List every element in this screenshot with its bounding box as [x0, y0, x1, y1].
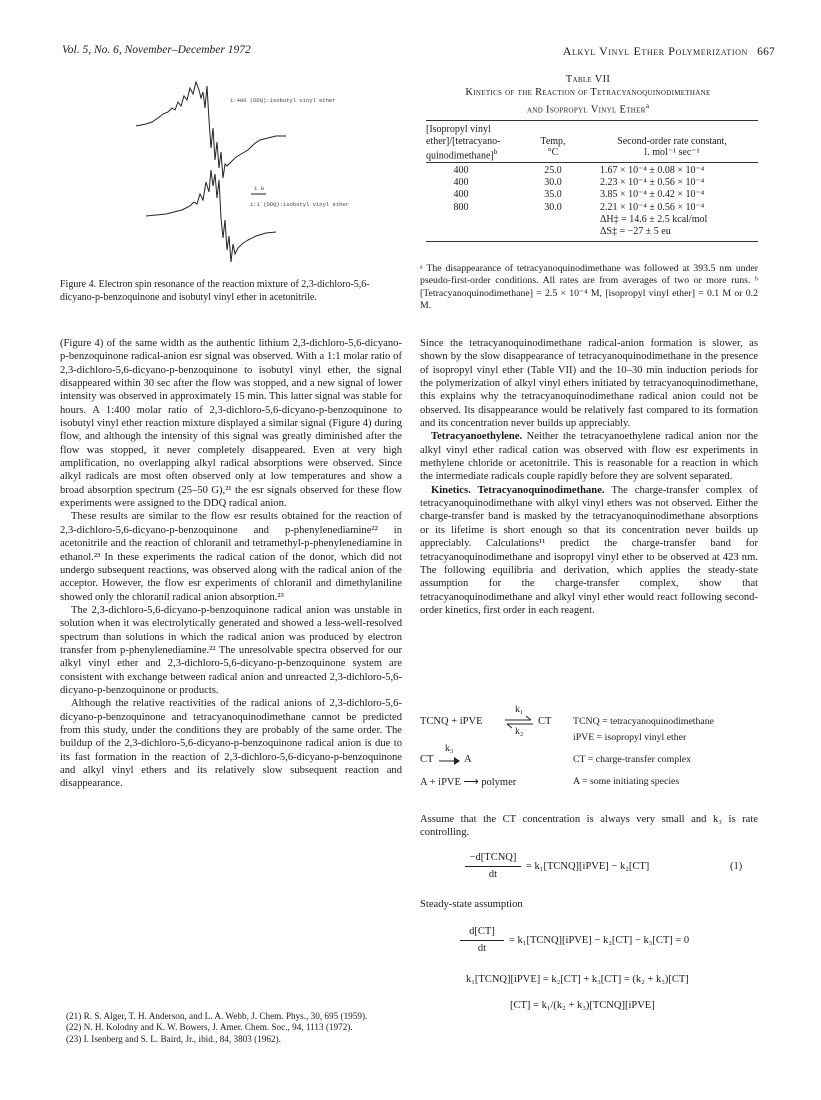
k1-label: k₁	[515, 704, 524, 715]
k3-label: k₃	[445, 743, 454, 754]
table-title: Table VII	[565, 74, 611, 85]
page-number: 667	[757, 46, 775, 58]
eq1-rhs: = k₁[TCNQ][iPVE] − k₂[CT]	[526, 861, 650, 872]
left-column	[60, 337, 402, 791]
eq1-numerator: −d[TCNQ]	[469, 852, 517, 863]
reaction-2-right: A	[464, 754, 472, 765]
running-header-title	[563, 44, 775, 59]
definition-tcnq: TCNQ = tetracyanoquinodimethane	[573, 716, 715, 727]
eq2-numerator: d[CT]	[469, 926, 495, 937]
steady-state-label: Steady-state assumption	[420, 899, 523, 910]
scale-label: 1 G	[254, 185, 264, 192]
fraction-bar	[465, 866, 521, 867]
paragraph: Although the relative reactivities of the radical anions of 2,3-dichloro-5,6-dicyano-p-benzoquinone and tetracyanoquinodimethane cannot be predicted from this study, under the conditions they are probably of the same order. The buildup of the 2,3-dichloro-5,6-dicyano-p-benzoquinone radical anion is due to its fast formation in the reaction of 2,3-dichloro-5,6-dicyano-p-benzoquinone and alkyl vinyl ethers and its relatively slow subsequent reaction and disappearance.	[60, 698, 402, 790]
equation-3: k₁[TCNQ][iPVE] = k₂[CT] + k₃[CT] = (k₂ + k₃)[CT]	[466, 974, 689, 985]
assumption-text: Assume that the CT concentration is always very small and k₃ is rate controlling.	[420, 814, 758, 839]
equation-2	[420, 926, 760, 962]
activation-entropy: ΔS‡ = −27 ± 5 eu	[600, 225, 671, 237]
table-footnote: ᵃ The disappearance of tetracyanoquinodimethane was followed at 393.5 nm under pseudo-first-order conditions. All rates are from averages of two or more runs. ᵇ [Tetracyanoquinodimethane] = 2.5 × 10⁻⁴ M, [isopropyl vinyl ether] = 0.1 M or 0.2 M.	[420, 263, 758, 312]
eq1-number: (1)	[730, 861, 743, 872]
paragraph: Kinetics. Tetracyanoquinodimethane. The charge-transfer complex of tetracyanoquinodimethane with alkyl vinyl ethers was not observed. Either the charge-transfer band is masked by the tetracyanoquinodimethane absorptions or its lifetime is short enough so that its concentration never builds up appreciably. Calculations¹¹ predict the charge-transfer band for tetracyanoquinodimethane and isopropyl vinyl ether to be observed at 423 nm. The following equilibria and derivation, which applies the steady-state assumption for the charge-transfer complex, show that tetracyanoquinodimethane and alkyl vinyl ether would react following second-order kinetics, first order in each reagent.	[420, 484, 758, 616]
k2-label: k₂	[515, 726, 524, 737]
paragraph: Tetracyanoethylene. Neither the tetracyanoethylene radical anion nor the alkyl vinyl ether radical cation was observed with flow esr experiments in methylene chloride or acetonitrile. This is reasonable for a reaction in which the intermediate radicals couple rapidly before they are solvent separated.	[420, 431, 758, 483]
paragraph: These results are similar to the flow esr results obtained for the reaction of 2,3-dichloro-5,6-dicyano-p-benzoquinone and p-phenylenediamine²² in acetonitrile and the reaction of chloranil and tetramethyl-p-phenylenediamine in ethanol.²³ In these experiments the radical cation of the donor, which did not undergo subsequent reactions, was observed along with the radical anion of the acceptor. However, the flow esr experiments of chloranil and dimethylaniline showed only the chloranil radical anion absorption.²³	[60, 511, 402, 603]
reaction-scheme	[420, 704, 760, 805]
running-header-journal: Vol. 5, No. 6, November–December 1972	[62, 44, 251, 56]
reference-item: (21) R. S. Alger, T. H. Anderson, and L. A. Webb, J. Chem. Phys., 30, 695 (1959).	[66, 1011, 368, 1021]
reference-item: (23) I. Isenberg and S. L. Baird, Jr., ibid., 84, 3803 (1962).	[66, 1033, 281, 1044]
reaction-3: A + iPVE ⟶ polymer	[420, 777, 517, 788]
right-column	[420, 337, 758, 617]
table-row: 400 35.0 3.85 × 10⁻⁴ ± 0.42 × 10⁻⁴	[453, 189, 705, 201]
trace-label-top: 1:400 (DDQ):isobutyl vinyl ether	[230, 97, 336, 104]
running-title: Alkyl Vinyl Ether Polymerization	[562, 44, 748, 58]
col-head-ratio: [Isopropyl vinyl ether]/[tetracyano- quinodimethane]$^b$	[426, 124, 501, 162]
section-head-tcne: Tetracyanoethylene.	[431, 431, 523, 443]
eq1-denominator: dt	[488, 869, 498, 880]
esr-trace-bottom	[146, 170, 276, 262]
reaction-1-right: CT	[538, 716, 552, 727]
table-subtitle-1: Kinetics of the Reaction of Tetracyanoquinodimethane	[465, 87, 711, 98]
esr-spectrum-figure	[60, 68, 360, 273]
equation-4: [CT] = k₁/(k₂ + k₃)[TCNQ][iPVE]	[510, 1000, 655, 1011]
table-row: 400 30.0 2.23 × 10⁻⁴ ± 0.56 × 10⁻⁴	[453, 177, 705, 189]
col-head-temp: Temp, °C	[540, 135, 566, 159]
table-mid-rule	[426, 162, 758, 163]
table-body	[426, 165, 758, 238]
eq2-denominator: dt	[477, 943, 487, 954]
table-top-rule	[426, 120, 758, 121]
reference-item: (22) N. H. Kolodny and K. W. Bowers, J. Amer. Chem. Soc., 94, 1113 (1972).	[66, 1022, 353, 1033]
table-heading	[420, 73, 756, 117]
eq2-rhs: = k₁[TCNQ][iPVE] − k₂[CT] − k₃[CT] = 0	[509, 935, 690, 946]
definition-a: A = some initiating species	[573, 776, 680, 787]
reaction-2-left: CT	[420, 754, 434, 765]
table-row: 800 30.0 2.21 × 10⁻⁴ ± 0.56 × 10⁻⁴	[453, 201, 705, 213]
col-head-rate: Second-order rate constant, l. mol⁻¹ sec⁻¹	[617, 135, 727, 159]
definition-ipve: iPVE = isopropyl vinyl ether	[573, 732, 687, 743]
references	[60, 1011, 402, 1045]
arrow-icon	[438, 754, 462, 766]
definition-ct: CT = charge-transfer complex	[573, 754, 692, 765]
trace-label-bottom: 1:1 (DDQ):isobutyl vinyl ether	[250, 201, 350, 208]
reaction-1-left: TCNQ + iPVE	[420, 716, 483, 727]
section-head-kinetics: Kinetics. Tetracyanoquinodimethane.	[431, 484, 605, 496]
paragraph: (Figure 4) of the same width as the authentic lithium 2,3-dichloro-5,6-dicyano-p-benzoquinone radical-anion esr signal was observed. With a 1:1 molar ratio of 2,3-dichloro-5,6-dicyano-p-benzoquinone to isobutyl vinyl ether, the signal disappeared within 30 sec after the flow was stopped, and a new signal of lower intensity was observed in approximately 15 min. This latter signal was stable for hours. A 1:400 molar ratio of 2,3-dichloro-5,6-dicyano-p-benzoquinone to isobutyl vinyl ether reaction mixture displayed a similar signal (Figure 4) during flow, and although the intensity of this signal was greatly diminished after the flow was stopped, it never completely disappeared. Even at very high amplification, no overlapping alkyl radical absorptions were observed. Since alkyl radicals are most often observed only at low temperatures and show a broad absorption spectrum (25–50 G),²¹ the esr signals observed for these flow experiments were assigned to the DDQ radical anion.	[60, 338, 402, 510]
table-subtitle-2: and Isopropyl Vinyl Ether$^a$	[527, 101, 649, 116]
table-row: 400 25.0 1.67 × 10⁻⁴ ± 0.08 × 10⁻⁴	[453, 165, 705, 176]
activation-enthalpy: ΔH‡ = 14.6 ± 2.5 kcal/mol	[600, 213, 708, 225]
table-bottom-rule	[426, 241, 758, 242]
fraction-bar	[460, 940, 504, 941]
equation-1	[420, 852, 760, 888]
figure-caption: Figure 4. Electron spin resonance of the reaction mixture of 2,3-dichloro-5,6-dicyano-p-benzoquinone and isobutyl vinyl ether in acetonitrile.	[60, 279, 370, 303]
paragraph: Since the tetracyanoquinodimethane radical-anion formation is slower, as shown by the slow disappearance of tetracyanoquinodimethane in the presence of isopropyl vinyl ether (Table VII) and the 10–30 min induction periods for the polymerization of alkyl vinyl ethers initiated by tetracyanoquinodimethane, this explains why the tetracyanoquinodimethane radical anion could not be observed. Its disappearance would be relatively fast compared to its formation and its concentration never builds up appreciably.	[420, 338, 758, 430]
paragraph: The 2,3-dichloro-5,6-dicyano-p-benzoquinone radical anion was unstable in solution when it was electrolytically generated and showed a less-well-resolved spectrum than solutions in which the radical anion was produced by electron transfer from p-phenylenediamine.²² The unresolvable spectra observed for our alkyl vinyl ether and 2,3-dichloro-5,6-dicyano-p-benzoquinone system are consistent with exchange between radical anion and unreacted 2,3-dichloro-5,6-dicyano-p-benzoquinone or products.	[60, 604, 402, 696]
